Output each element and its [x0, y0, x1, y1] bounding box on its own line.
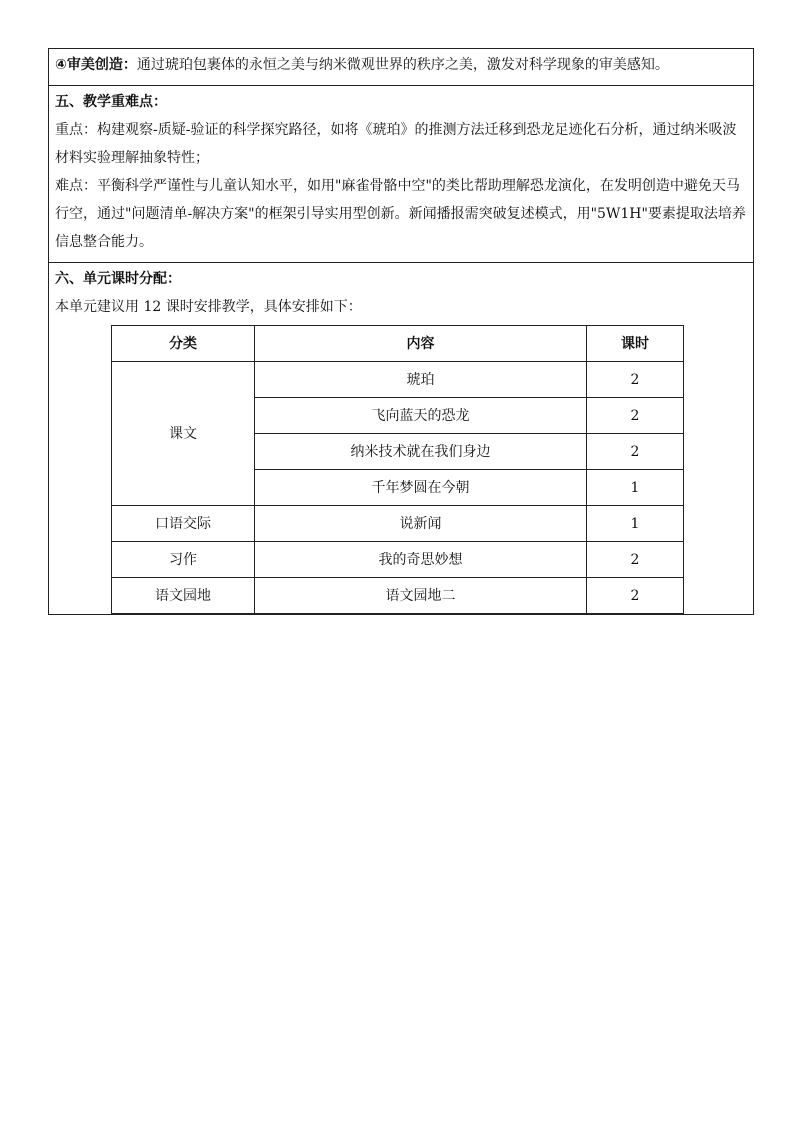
category-cell: 习作: [112, 542, 255, 578]
hours-cell: 2: [587, 434, 684, 470]
header-content: 内容: [255, 326, 587, 362]
category-cell: 课文: [112, 362, 255, 506]
hours-cell: 2: [587, 542, 684, 578]
hours-cell: 1: [587, 470, 684, 506]
outer-table: [48, 48, 754, 615]
focus-paragraph: 重点：构建观察-质疑-验证的科学探究路径，如将《琥珀》的推测方法迁移到恐龙足迹化石分析，通过纳米吸波材料实验理解抽象特性；: [55, 122, 737, 166]
aesthetic-label: ④审美创造：: [55, 57, 137, 73]
difficulty-paragraph: 难点：平衡科学严谨性与儿童认知水平，如用"麻雀骨骼中空"的类比帮助理解恐龙演化，在发明创造中避免天马行空，通过"问题清单-解决方案"的框架引导实用型创新。新闻播报需突破复述模式，用"5W1H"要素提取法培养信息整合能力。: [55, 178, 746, 250]
content-cell: 千年梦圆在今朝: [255, 470, 587, 506]
table-row: [112, 542, 684, 578]
hours-cell: 2: [587, 362, 684, 398]
content-cell: 纳米技术就在我们身边: [255, 434, 587, 470]
table-row: [112, 578, 684, 614]
schedule-table: [111, 325, 684, 614]
category-cell: 口语交际: [112, 506, 255, 542]
category-cell: 语文园地: [112, 578, 255, 614]
hours-cell: 1: [587, 506, 684, 542]
content-cell: 琥珀: [255, 362, 587, 398]
header-hours: 课时: [587, 326, 684, 362]
aesthetic-text: 通过琥珀包裹体的永恒之美与纳米微观世界的秩序之美，激发对科学现象的审美感知。: [136, 57, 669, 73]
table-row: [112, 506, 684, 542]
content-cell: 语文园地二: [255, 578, 587, 614]
schedule-section: [49, 263, 753, 615]
hours-cell: 2: [587, 398, 684, 434]
content-cell: 说新闻: [255, 506, 587, 542]
aesthetic-section: [49, 49, 753, 86]
table-row: [112, 362, 684, 398]
table-header-row: [112, 326, 684, 362]
schedule-intro: 本单元建议用 12 课时安排教学，具体安排如下：: [55, 299, 362, 315]
header-category: 分类: [112, 326, 255, 362]
content-cell: 我的奇思妙想: [255, 542, 587, 578]
schedule-heading: 六、单元课时分配：: [55, 271, 181, 287]
content-cell: 飞向蓝天的恐龙: [255, 398, 587, 434]
document-page: [48, 48, 754, 615]
hours-cell: 2: [587, 578, 684, 614]
key-points-heading: 五、教学重难点：: [55, 94, 167, 110]
key-points-section: [49, 86, 753, 263]
